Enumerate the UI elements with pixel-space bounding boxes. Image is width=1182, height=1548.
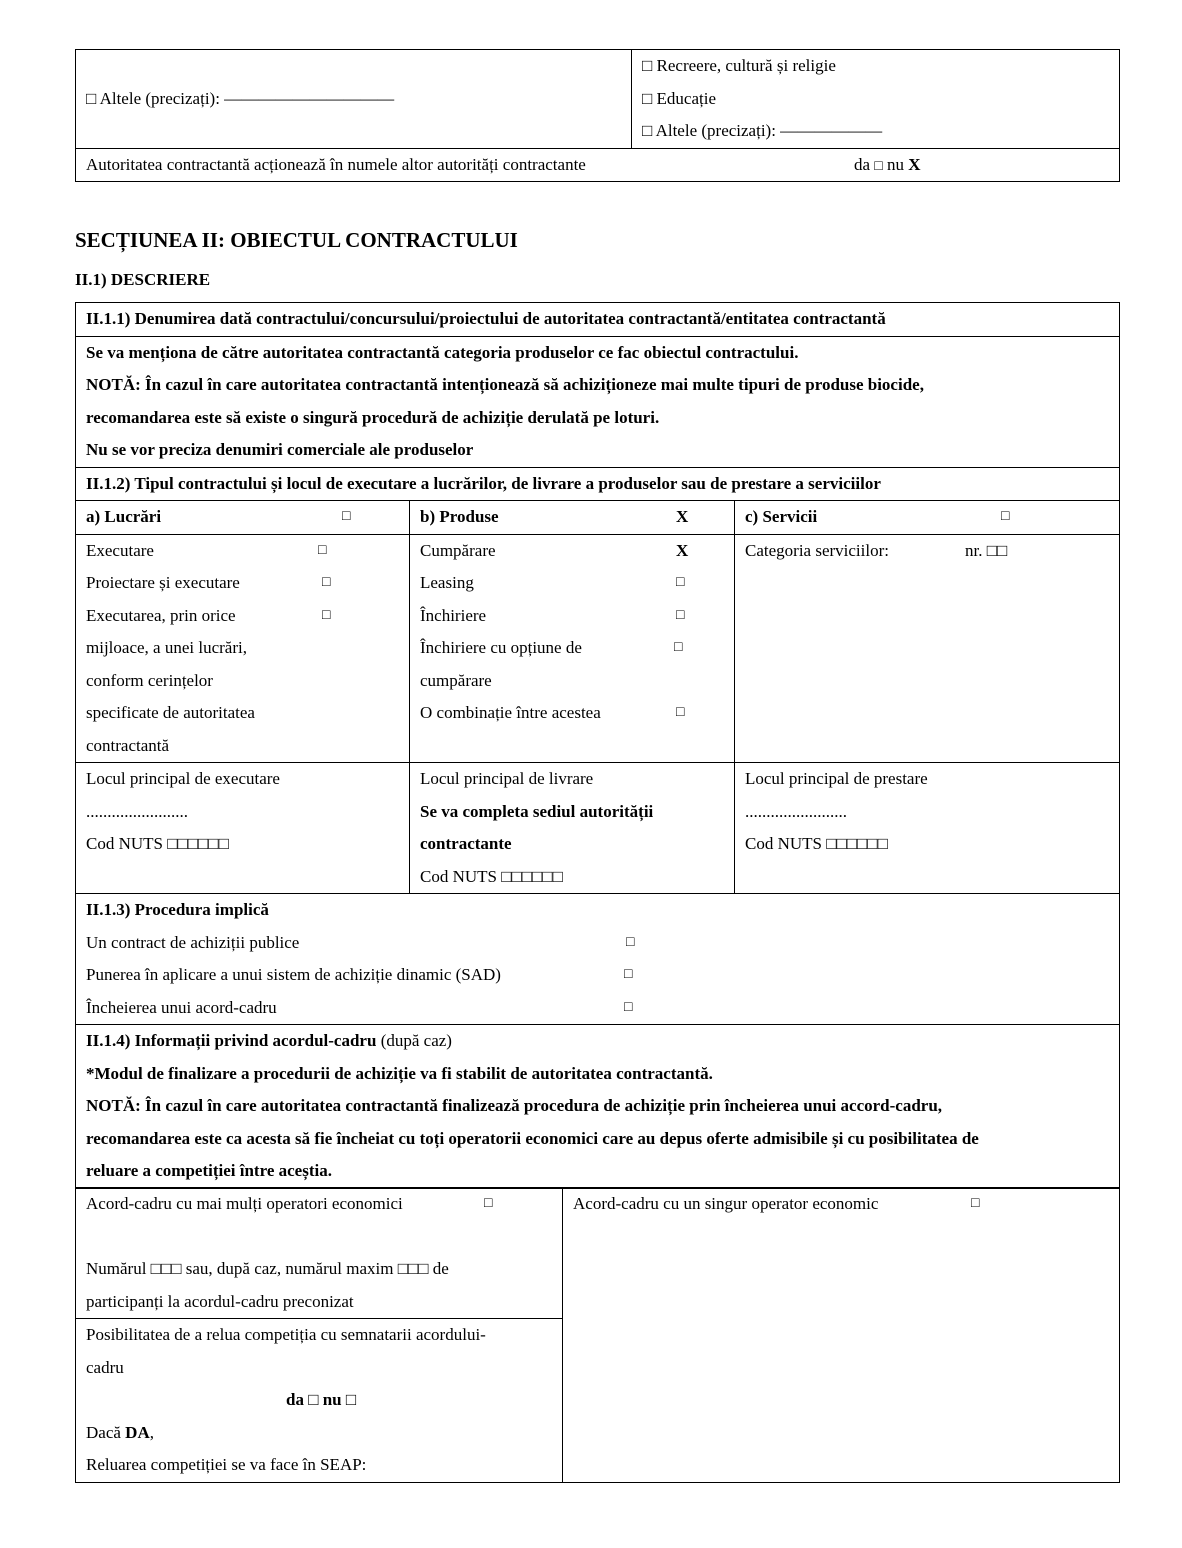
col-c-head: c) Servicii [745, 507, 818, 526]
participants-line-2: participanți la acordul-cadru preconizat [86, 1291, 354, 1311]
ii14-line-4: reluare a competiției între aceștia. [86, 1161, 332, 1180]
main-table [75, 302, 1120, 1189]
col-a-head-cell [76, 501, 410, 535]
ii11-line-3: recomandarea este să existe o singură procedură de achiziție derulată pe loturi. [86, 407, 660, 427]
multi-operator-cell [76, 1188, 563, 1319]
acting-row-label: Autoritatea contractantă acționează în numele altor autorități contractante [86, 154, 586, 174]
reopen-line-2: cadru [86, 1357, 124, 1377]
checkbox-inchiriere[interactable]: □ [676, 607, 685, 623]
page [75, 49, 1119, 1483]
services-category-label: Categoria serviciilor: [745, 540, 889, 560]
list-item: Închiriere □ [420, 600, 724, 633]
col-b-items-cell [410, 534, 735, 763]
loc-a-cell [76, 763, 410, 894]
reopen-da-nu[interactable]: da □ nu □ [286, 1390, 357, 1409]
list-item: Închiriere cu opțiune de □ [420, 632, 724, 665]
framework-table [75, 1187, 1120, 1483]
option-education: □ Educație [642, 88, 716, 108]
ii12-title: II.1.2) Tipul contractului și locul de executare a lucrărilor, de livrare a produselor sau de prestare a serviciilor [86, 473, 881, 493]
checkbox-proiectare[interactable]: □ [322, 575, 331, 590]
ii11-title-cell [76, 303, 1120, 337]
checkbox-leasing[interactable]: □ [676, 575, 685, 590]
loc-b-cell [410, 763, 735, 894]
checkbox-executarea-prin-orice[interactable]: □ [322, 607, 331, 623]
ii12-title-cell [76, 467, 1120, 501]
option-recreation: □ Recreere, cultură și religie [642, 56, 836, 75]
top-right-cell [632, 50, 1120, 149]
option-other-right: □ Altele (precizați): —————— [642, 121, 883, 140]
daca-post: , [149, 1422, 154, 1442]
checkbox-public-contract[interactable]: □ [626, 934, 635, 950]
list-item: Leasing □ [420, 567, 724, 600]
ii13-cell [76, 894, 1120, 1025]
acting-nu-mark[interactable]: X [908, 154, 921, 174]
checkbox-framework[interactable]: □ [624, 999, 633, 1015]
loc-c-cell [735, 763, 1120, 894]
multi-operator-label: Acord-cadru cu mai mulți operatori economici [86, 1194, 403, 1213]
col-c-items-cell [735, 534, 1120, 763]
participants-number[interactable]: Numărul □□□ sau, după caz, numărul maxim □□□ de [86, 1259, 449, 1278]
ii14-title: II.1.4) Informații privind acordul-cadru [86, 1031, 377, 1050]
list-item: Punerea în aplicare a unui sistem de achiziție dinamic (SAD) □ [86, 959, 1109, 992]
checkbox-inchiriere-optiune[interactable]: □ [674, 640, 683, 655]
seap-line: Reluarea competiției se va face în SEAP: [86, 1455, 367, 1474]
checkbox-executare[interactable]: □ [318, 542, 327, 558]
section-title: SECȚIUNEA II: OBIECTUL CONTRACTULUI [75, 228, 518, 252]
other-specify-left: □ Altele (precizați): —————————— [86, 88, 395, 108]
ii11-line-1: Se va menționa de către autoritatea contractantă categoria produselor ce fac obiectul contractului. [86, 342, 799, 362]
list-item: contractantă [86, 735, 170, 755]
top-left-cell [76, 50, 632, 149]
checkbox-combinatie[interactable]: □ [676, 705, 685, 720]
checkbox-cumparare[interactable]: X [676, 540, 689, 560]
ii13-title: II.1.3) Procedura implică [86, 900, 269, 919]
col-b-head: b) Produse [420, 507, 499, 526]
loc-c-nuts[interactable]: Cod NUTS □□□□□□ [745, 834, 888, 853]
loc-b-bold-1: Se va completa sediul autorității [420, 801, 654, 821]
list-item: specificate de autoritatea [86, 703, 255, 722]
services-category-nr[interactable]: nr. □□ [965, 540, 1008, 560]
col-c-head-cell [735, 501, 1120, 535]
ii11-line-2: NOTĂ: În cazul în care autoritatea contractantă intenționează să achiziționeze mai multe tipuri de produse biocide, [86, 375, 924, 394]
reopen-line-1: Posibilitatea de a relua competiția cu semnatarii acordului- [86, 1325, 486, 1344]
acting-nu: nu [887, 154, 905, 174]
list-item: Cumpărare X [420, 535, 724, 568]
col-b-checkbox[interactable]: X [676, 507, 689, 526]
col-a-head: a) Lucrări [86, 507, 162, 526]
subsection-title: II.1) DESCRIERE [75, 270, 211, 289]
list-item: Un contract de achiziții publice □ [86, 927, 1109, 960]
reopen-competition-cell [76, 1319, 563, 1483]
ii14-line-3: recomandarea este ca acesta să fie încheiat cu toți operatorii economici care au depus oferte admisibile și cu posibilitatea de [86, 1128, 979, 1148]
single-operator-cell [563, 1188, 1120, 1483]
ii11-title: II.1.1) Denumirea dată contractului/concursului/proiectului de autoritatea contractantă/entitatea contractantă [86, 309, 886, 328]
list-item: Încheierea unui acord-cadru □ [86, 992, 1109, 1025]
list-item: cumpărare [420, 670, 492, 690]
ii14-line-2: NOTĂ: În cazul în care autoritatea contractantă finalizează procedura de achiziție prin încheierea unui accord-cadru, [86, 1096, 943, 1115]
ii14-title-note: (după caz) [376, 1031, 452, 1050]
col-b-head-cell [410, 501, 735, 535]
daca-pre: Dacă [86, 1422, 126, 1442]
loc-a-label: Locul principal de executare [86, 769, 280, 788]
ii14-line-1: *Modul de finalizare a procedurii de achiziție va fi stabilit de autoritatea contractantă. [86, 1063, 713, 1083]
single-operator-label: Acord-cadru cu un singur operator economic [573, 1194, 879, 1213]
checkbox-sad[interactable]: □ [624, 967, 633, 982]
list-item: Executare □ [86, 535, 399, 568]
single-operator-checkbox[interactable]: □ [971, 1196, 980, 1211]
col-a-checkbox[interactable]: □ [342, 509, 351, 524]
acting-da: da [854, 154, 871, 174]
top-table [75, 49, 1120, 182]
acting-row-choices [854, 149, 921, 184]
ii11-body-cell [76, 336, 1120, 467]
col-c-checkbox[interactable]: □ [1001, 509, 1010, 524]
daca-bold: DA [125, 1422, 150, 1442]
loc-a-dots[interactable]: ........................ [86, 801, 188, 821]
ii14-cell [76, 1025, 1120, 1189]
ii11-line-4: Nu se vor preciza denumiri comerciale ale produselor [86, 440, 474, 459]
list-item: Proiectare și executare □ [86, 567, 399, 600]
acting-da-checkbox[interactable]: □ [874, 158, 883, 174]
loc-a-nuts[interactable]: Cod NUTS □□□□□□ [86, 834, 229, 853]
list-item: conform cerințelor [86, 670, 213, 690]
list-item: mijloace, a unei lucrări, [86, 638, 247, 657]
list-item: Executarea, prin orice □ [86, 600, 399, 633]
acting-row [76, 148, 1120, 182]
multi-operator-checkbox[interactable]: □ [484, 1196, 493, 1211]
col-a-items-cell [76, 534, 410, 763]
loc-b-nuts[interactable]: Cod NUTS □□□□□□ [420, 866, 563, 886]
loc-c-label: Locul principal de prestare [745, 769, 928, 788]
list-item: O combinație între acestea □ [420, 697, 724, 730]
loc-c-dots[interactable]: ........................ [745, 801, 847, 821]
loc-b-label: Locul principal de livrare [420, 769, 594, 788]
loc-b-bold-2: contractante [420, 834, 512, 853]
